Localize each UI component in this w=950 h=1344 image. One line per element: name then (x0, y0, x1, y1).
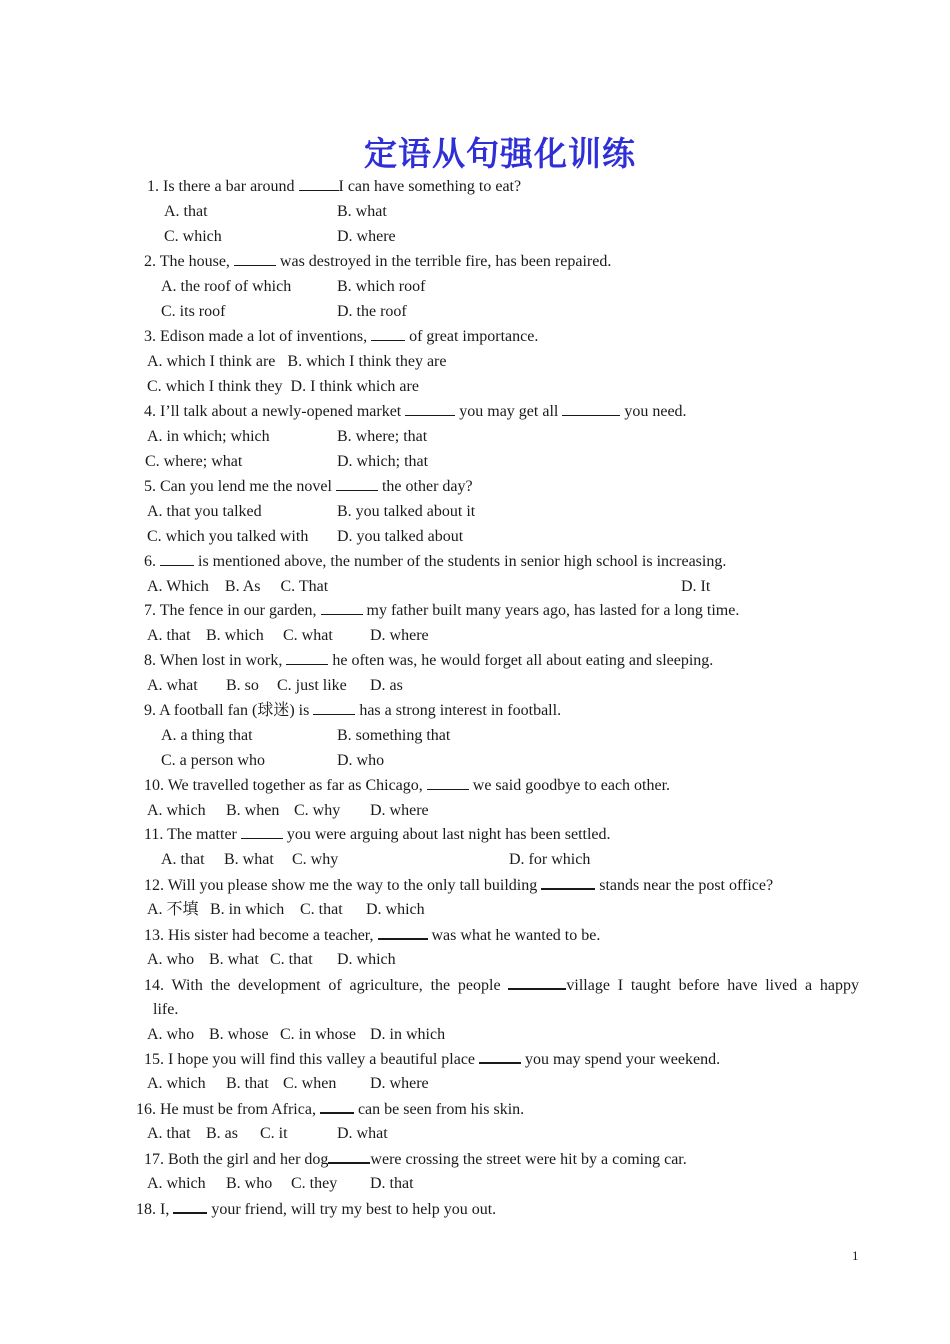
question-4-stem: 4. I’ll talk about a newly-opened market you may get all you need. (144, 403, 687, 420)
page-number: 1 (852, 1248, 859, 1263)
question-9-option-b: B. something that (337, 727, 451, 744)
question-17-stem: 17. Both the girl and her dog were crossing the street were hit by a coming car. (144, 1151, 687, 1168)
question-15-stem: 15. I hope you will find this valley a beautiful place you may spend your weekend. (144, 1051, 721, 1068)
question-11-option-d: D. for which (509, 851, 591, 868)
question-9-option-d: D. who (337, 752, 385, 769)
question-17-option-b: B. who (226, 1175, 273, 1192)
question-14-option-b: B. whose (209, 1026, 269, 1043)
question-1-option-a: A. that (164, 203, 208, 220)
question-10-option-a: A. which (147, 802, 206, 819)
question-2-stem: 2. The house, was destroyed in the terrible fire, has been repaired. (144, 253, 612, 270)
question-8-option-c: C. just like (277, 677, 347, 694)
question-3-options-row-1: A. which I think are B. which I think they are (147, 353, 447, 370)
question-18-stem: 18. I, your friend, will try my best to help you out. (136, 1201, 497, 1218)
question-11-option-c: C. why (292, 851, 339, 868)
question-2-option-d: D. the roof (337, 303, 407, 320)
question-3-stem: 3. Edison made a lot of inventions, of great importance. (144, 328, 539, 345)
question-17-option-a: A. which (147, 1175, 206, 1192)
question-8-stem: 8. When lost in work, he often was, he would forget all about eating and sleeping. (144, 652, 714, 669)
question-17-option-d: D. that (370, 1175, 414, 1192)
question-15-option-c: C. when (283, 1075, 337, 1092)
question-5-option-b: B. you talked about it (337, 503, 476, 520)
question-16-option-d: D. what (337, 1125, 388, 1142)
question-10-option-c: C. why (294, 802, 341, 819)
question-8-option-a: A. what (147, 677, 198, 694)
question-4-option-a: A. in which; which (147, 428, 270, 445)
question-8-option-d: D. as (370, 677, 403, 694)
question-1-stem: 1. Is there a bar around I can have something to eat? (147, 178, 522, 195)
question-12-option-d: D. which (366, 901, 425, 918)
question-6-options-row: A. Which B. As C. That (147, 578, 329, 595)
question-5-stem: 5. Can you lend me the novel the other day? (144, 478, 473, 495)
question-6-stem: 6. is mentioned above, the number of the students in senior high school is increasing. (144, 553, 727, 570)
question-14-stem-continued: life. (153, 1001, 179, 1018)
question-15-option-d: D. where (370, 1075, 429, 1092)
question-7-option-a: A. that (147, 627, 191, 644)
question-7-option-d: D. where (370, 627, 429, 644)
question-11-stem: 11. The matter you were arguing about last night has been settled. (144, 826, 611, 843)
question-8-option-b: B. so (226, 677, 259, 694)
question-5-option-d: D. you talked about (337, 528, 464, 545)
question-2-option-c: C. its roof (161, 303, 226, 320)
question-2-option-b: B. which roof (337, 278, 426, 295)
question-12-option-a: A. 不填 (147, 901, 199, 918)
question-13-option-c: C. that (270, 951, 313, 968)
question-4-option-b: B. where; that (337, 428, 428, 445)
question-15-option-a: A. which (147, 1075, 206, 1092)
question-7-option-c: C. what (283, 627, 333, 644)
page-title: 定语从句强化训练 (364, 134, 636, 173)
question-1-option-b: B. what (337, 203, 387, 220)
question-14-stem: 14. With the development of agriculture, the people village I taught before have lived a happy (144, 977, 859, 994)
question-16-stem: 16. He must be from Africa, can be seen from his skin. (136, 1101, 525, 1118)
question-3-options-row-2: C. which I think they D. I think which are (147, 378, 419, 395)
question-1-option-d: D. where (337, 228, 396, 245)
question-15-option-b: B. that (226, 1075, 269, 1092)
question-11-option-a: A. that (161, 851, 205, 868)
question-1-option-c: C. which (164, 228, 222, 245)
question-2-option-a: A. the roof of which (161, 278, 292, 295)
question-9-option-c: C. a person who (161, 752, 265, 769)
question-12-option-c: C. that (300, 901, 343, 918)
question-16-option-b: B. as (206, 1125, 238, 1142)
question-10-stem: 10. We travelled together as far as Chicago, we said goodbye to each other. (144, 777, 671, 794)
question-12-option-b: B. in which (210, 901, 285, 918)
question-7-stem: 7. The fence in our garden, my father built many years ago, has lasted for a long time. (144, 602, 740, 619)
question-13-stem: 13. His sister had become a teacher, was what he wanted to be. (144, 927, 601, 944)
question-6-option-d: D. It (681, 578, 711, 595)
question-14-option-d: D. in which (370, 1026, 446, 1043)
question-9-option-a: A. a thing that (161, 727, 253, 744)
question-4-option-d: D. which; that (337, 453, 429, 470)
question-13-option-b: B. what (209, 951, 259, 968)
question-5-option-a: A. that you talked (147, 503, 262, 520)
question-17-option-c: C. they (291, 1175, 338, 1192)
question-12-stem: 12. Will you please show me the way to the only tall building stands near the post office? (144, 877, 774, 894)
question-14-option-c: C. in whose (280, 1026, 356, 1043)
question-13-option-d: D. which (337, 951, 396, 968)
question-5-option-c: C. which you talked with (147, 528, 309, 545)
question-13-option-a: A. who (147, 951, 195, 968)
question-10-option-d: D. where (370, 802, 429, 819)
question-16-option-c: C. it (260, 1125, 288, 1142)
question-10-option-b: B. when (226, 802, 280, 819)
question-4-option-c: C. where; what (145, 453, 243, 470)
question-14-option-a: A. who (147, 1026, 195, 1043)
question-7-option-b: B. which (206, 627, 264, 644)
question-16-option-a: A. that (147, 1125, 191, 1142)
question-9-stem: 9. A football fan (球迷) is has a strong interest in football. (144, 702, 562, 719)
question-11-option-b: B. what (224, 851, 274, 868)
